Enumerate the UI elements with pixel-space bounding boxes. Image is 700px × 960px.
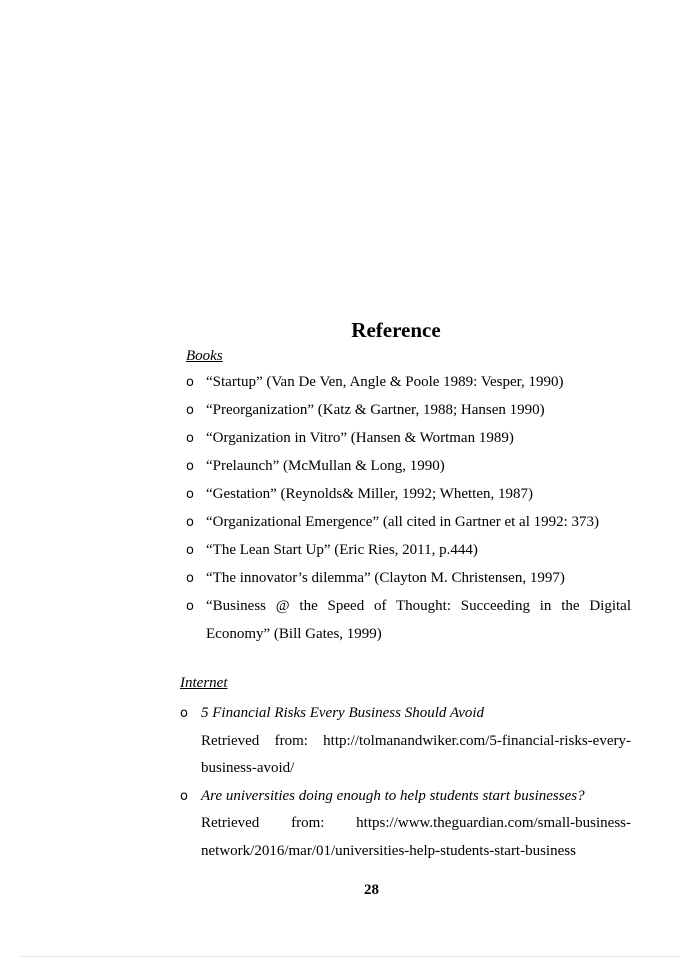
page-bottom-divider	[20, 956, 680, 957]
list-item	[186, 481, 631, 509]
list-item	[180, 783, 631, 866]
retrieved-from-link[interactable]: Retrieved from: http://tolmanandwiker.com/5-financial-risks-every-business-avoid/	[201, 732, 631, 776]
book-reference: “Business @ the Speed of Thought: Succeeding in the Digital Economy” (Bill Gates, 1999)	[206, 598, 631, 642]
book-reference: “Organizational Emergence” (all cited in Gartner et al 1992: 373)	[206, 514, 600, 530]
internet-heading: Internet	[180, 675, 228, 691]
list-item	[186, 369, 631, 397]
book-reference: “Prelaunch” (McMullan & Long, 1990)	[206, 458, 445, 474]
bullet-icon: o	[180, 706, 188, 721]
bullet-icon: o	[186, 403, 194, 418]
list-item	[186, 397, 631, 425]
bullet-icon: o	[186, 375, 194, 390]
bullet-icon: o	[186, 599, 194, 614]
bullet-icon: o	[186, 487, 194, 502]
bullet-icon: o	[186, 515, 194, 530]
books-heading: Books	[186, 348, 223, 364]
retrieved-from-link[interactable]: Retrieved from: https://www.theguardian.com/small-business-network/2016/mar/01/universities-help-students-start-business	[201, 815, 631, 859]
page-number: 28	[364, 882, 379, 898]
book-reference: “Organization in Vitro” (Hansen & Wortman 1989)	[206, 430, 514, 446]
list-item	[186, 593, 631, 648]
list-item	[186, 453, 631, 481]
internet-list	[180, 700, 631, 865]
book-reference: “Startup” (Van De Ven, Angle & Poole 1989: Vesper, 1990)	[206, 374, 564, 390]
bullet-icon: o	[186, 543, 194, 558]
book-reference: “Gestation” (Reynolds& Miller, 1992; Whetten, 1987)	[206, 486, 533, 502]
bullet-icon: o	[186, 459, 194, 474]
list-item	[186, 509, 631, 537]
list-item	[186, 537, 631, 565]
list-item	[186, 565, 631, 593]
bullet-icon: o	[186, 571, 194, 586]
bullet-icon: o	[180, 788, 188, 804]
list-item	[186, 425, 631, 453]
bullet-icon: o	[186, 431, 194, 446]
page-title: Reference	[351, 318, 441, 342]
list-item	[180, 700, 631, 783]
book-reference: “The innovator’s dilemma” (Clayton M. Christensen, 1997)	[206, 570, 565, 586]
book-reference: “The Lean Start Up” (Eric Ries, 2011, p.444)	[206, 542, 478, 558]
internet-source-title: 5 Financial Risks Every Business Should Avoid	[201, 705, 485, 721]
book-reference: “Preorganization” (Katz & Gartner, 1988; Hansen 1990)	[206, 402, 545, 418]
books-list	[186, 369, 631, 649]
internet-source-title: Are universities doing enough to help students start businesses?	[201, 787, 585, 804]
